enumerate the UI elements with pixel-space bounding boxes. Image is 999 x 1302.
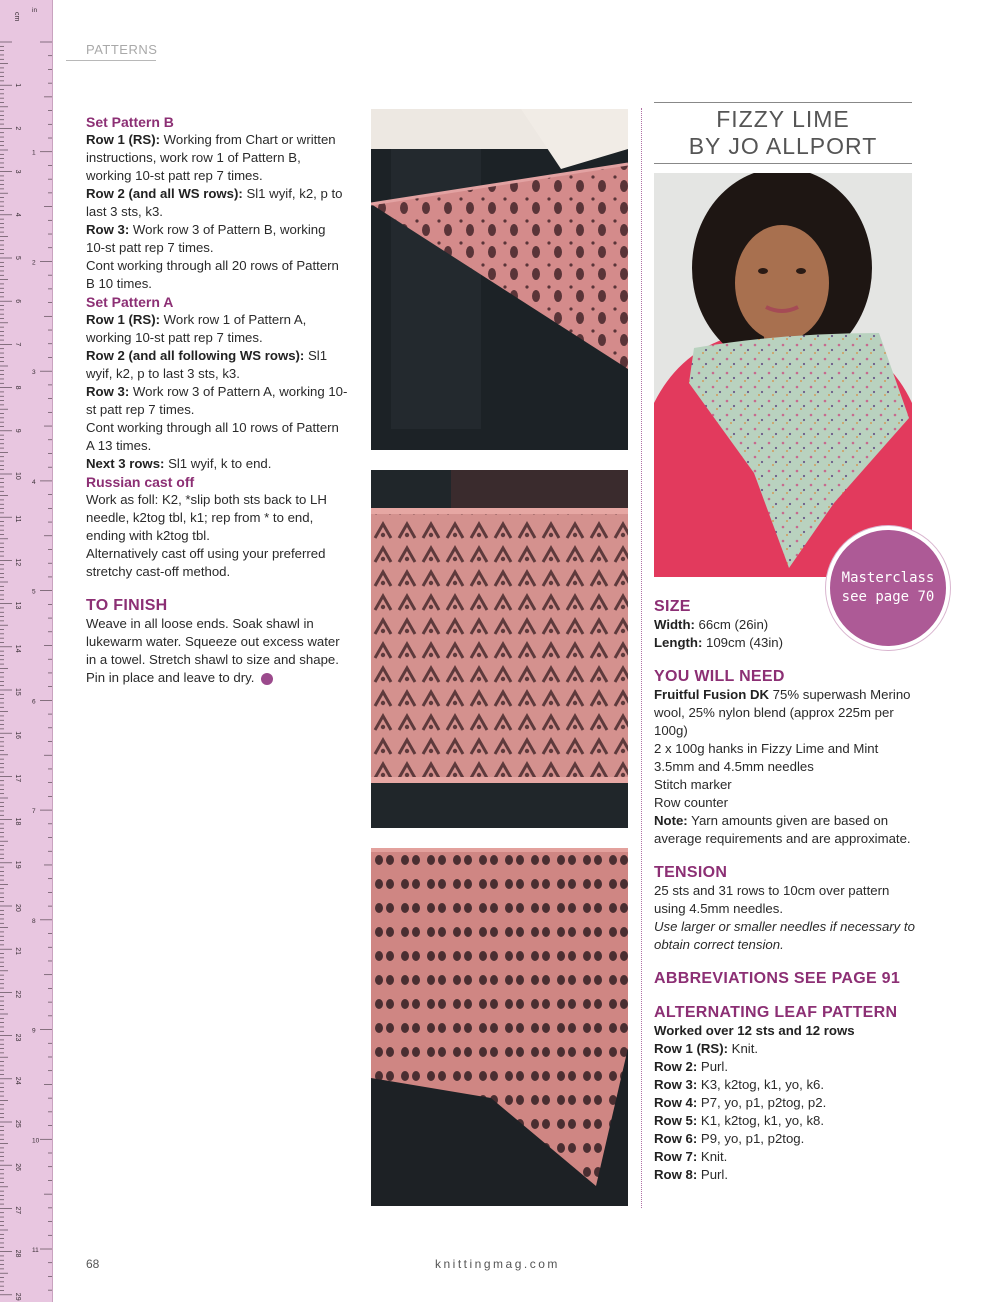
ruler-inch-number: 6 — [32, 698, 36, 706]
leaf-row: Row 3: K3, k2tog, k1, yo, k6. — [654, 1077, 825, 1092]
badge-line-2: see page 70 — [841, 589, 935, 605]
leaf-row: Row 2: Purl. — [654, 1059, 729, 1074]
ruler-cm-number: 20 — [14, 904, 21, 912]
ruler-cm-number: 7 — [14, 342, 21, 347]
shawl-photo-top — [371, 109, 628, 450]
abbreviations-heading: ABBREVIATIONS SEE PAGE 91 — [654, 970, 901, 987]
b-row-2: Row 2 (and all WS rows): Sl1 wyif, k2, p to last 3 sts, k3. — [86, 186, 343, 219]
tension-heading: TENSION — [654, 864, 728, 881]
badge-line-1: Masterclass — [841, 570, 935, 586]
leaf-row: Row 8: Purl. — [654, 1167, 729, 1182]
pattern-name: FIZZY LIME — [716, 106, 850, 132]
instructions-column — [86, 113, 348, 687]
a-row-3: Row 3: Work row 3 of Pattern A, working 10-st patt rep 7 times. — [86, 384, 348, 417]
ruler-cm-number: 22 — [14, 990, 21, 999]
ruler-cm-number: 16 — [14, 731, 21, 739]
you-will-need-heading: YOU WILL NEED — [654, 668, 785, 685]
ruler-cm-label: cm — [13, 12, 20, 22]
section-label: PATTERNS — [86, 42, 158, 57]
ruler-inch-number: 7 — [32, 808, 36, 816]
ruler-cm-number: 4 — [14, 212, 21, 217]
ruler-cm-number: 13 — [14, 601, 21, 610]
ruler-inch-number: 3 — [32, 369, 36, 377]
ruler-cm-number: 18 — [14, 817, 21, 826]
ruler-cm-number: 2 — [14, 126, 21, 131]
ruler-scale — [0, 0, 52, 1302]
designer-name: BY JO ALLPORT — [688, 133, 878, 159]
ruler-inch-number: 11 — [32, 1247, 39, 1255]
ruler-cm-number: 15 — [14, 688, 21, 696]
pattern-title — [654, 102, 912, 164]
ruler-cm-number: 21 — [14, 947, 21, 955]
row-counter: Row counter — [654, 795, 729, 810]
tension-note: Use larger or smaller needles if necessary to obtain correct tension. — [654, 919, 915, 952]
b-continue: Cont working through all 20 rows of Pattern B 10 times. — [86, 258, 339, 291]
ruler-cm-number: 19 — [14, 860, 21, 869]
leaf-row: Row 5: K1, k2tog, k1, yo, k8. — [654, 1113, 825, 1128]
a-row-1: Row 1 (RS): Work row 1 of Pattern A, working 10-st patt rep 7 times. — [86, 312, 307, 345]
ruler-cm-number: 11 — [14, 515, 21, 523]
ruler-cm-number: 10 — [14, 472, 21, 480]
leaf-pattern-subtitle: Worked over 12 sts and 12 rows — [654, 1023, 855, 1038]
ruler-cm-number: 12 — [14, 558, 21, 567]
ruler-cm-number: 23 — [14, 1033, 21, 1042]
column-divider — [641, 108, 642, 1208]
ruler-cm-number: 24 — [14, 1076, 21, 1085]
stitch-marker: Stitch marker — [654, 777, 732, 792]
size-length: Length: 109cm (43in) — [654, 635, 783, 650]
to-finish-text: Weave in all loose ends. Soak shawl in lukewarm water. Squeeze out excess water in a towel. Stretch shawl to size and shape. Pin in place and leave to dry. — [86, 616, 340, 685]
next-3-rows: Next 3 rows: Sl1 wyif, k to end. — [86, 456, 272, 471]
ruler-cm-number: 9 — [14, 428, 21, 433]
page-number: 68 — [86, 1257, 100, 1271]
russian-cast-off-heading: Russian cast off — [86, 474, 195, 490]
leaf-pattern-heading: ALTERNATING LEAF PATTERN — [654, 1004, 898, 1021]
page-ruler — [0, 0, 53, 1302]
yarn-hanks: 2 x 100g hanks in Fizzy Lime and Mint — [654, 741, 879, 756]
ruler-inch-number: 4 — [32, 478, 36, 486]
a-continue: Cont working through all 10 rows of Pattern A 13 times. — [86, 420, 339, 453]
ruler-cm-number: 3 — [14, 169, 21, 174]
ruler-inch-number: 8 — [32, 917, 36, 925]
tension-text: 25 sts and 31 rows to 10cm over pattern using 4.5mm needles. — [654, 883, 890, 916]
pattern-details-column — [654, 598, 916, 1184]
ruler-cm-number: 6 — [14, 299, 21, 304]
ruler-cm-number: 26 — [14, 1163, 21, 1171]
ruler-cm-number: 28 — [14, 1249, 21, 1258]
ruler-cm-number: 25 — [14, 1120, 21, 1128]
shawl-photo-bottom — [371, 848, 628, 1206]
model-photo — [654, 173, 912, 577]
leaf-row: Row 6: P9, yo, p1, p2tog. — [654, 1131, 805, 1146]
to-finish-heading: TO FINISH — [86, 597, 168, 614]
russian-cast-off-alt: Alternatively cast off using your preferred stretchy cast-off method. — [86, 546, 326, 579]
ruler-cm-number: 8 — [14, 385, 21, 390]
leaf-row: Row 4: P7, yo, p1, p2tog, p2. — [654, 1095, 827, 1110]
needles: 3.5mm and 4.5mm needles — [654, 759, 814, 774]
ruler-inch-number: 2 — [32, 259, 36, 267]
yarn-note: Note: Yarn amounts given are based on average requirements and are approximate. — [654, 813, 911, 846]
russian-cast-off-text: Work as foll: K2, *slip both sts back to LH needle, k2tog tbl, k1; rep from * to end, ending with k2tog tbl. — [86, 492, 327, 543]
ruler-cm-number: 14 — [14, 644, 21, 653]
size-width: Width: 66cm (26in) — [654, 617, 769, 632]
ruler-cm-number: 29 — [14, 1292, 21, 1301]
leaf-row: Row 1 (RS): Knit. — [654, 1041, 759, 1056]
yarn-info: Fruitful Fusion DK 75% superwash Merino wool, 25% nylon blend (approx 225m per 100g) — [654, 687, 911, 738]
ruler-cm-number: 1 — [14, 83, 21, 88]
ruler-inch-number: 1 — [32, 149, 36, 157]
ruler-cm-number: 5 — [14, 256, 21, 260]
ruler-cm-number: 17 — [14, 774, 21, 783]
ruler-inch-number: 10 — [32, 1137, 40, 1145]
ruler-inch-number: 5 — [32, 588, 36, 596]
set-pattern-b-heading: Set Pattern B — [86, 114, 174, 130]
shawl-photo-middle — [371, 470, 628, 828]
size-heading: SIZE — [654, 598, 691, 615]
leaf-row: Row 7: Knit. — [654, 1149, 728, 1164]
a-row-2: Row 2 (and all following WS rows): Sl1 wyif, k2, p to last 3 sts, k3. — [86, 348, 328, 381]
ruler-inch-label: in — [32, 7, 38, 14]
section-rule — [66, 60, 156, 61]
set-pattern-a-heading: Set Pattern A — [86, 294, 174, 310]
yarn-ball-icon — [261, 673, 273, 685]
footer-website: knittingmag.com — [435, 1257, 560, 1271]
b-row-1: Row 1 (RS): Working from Chart or written instructions, work row 1 of Pattern B, working 10-st patt rep 7 times. — [86, 132, 336, 183]
ruler-cm-number: 27 — [14, 1206, 21, 1215]
b-row-3: Row 3: Work row 3 of Pattern B, working 10-st patt rep 7 times. — [86, 222, 326, 255]
ruler-inch-number: 9 — [32, 1027, 36, 1035]
